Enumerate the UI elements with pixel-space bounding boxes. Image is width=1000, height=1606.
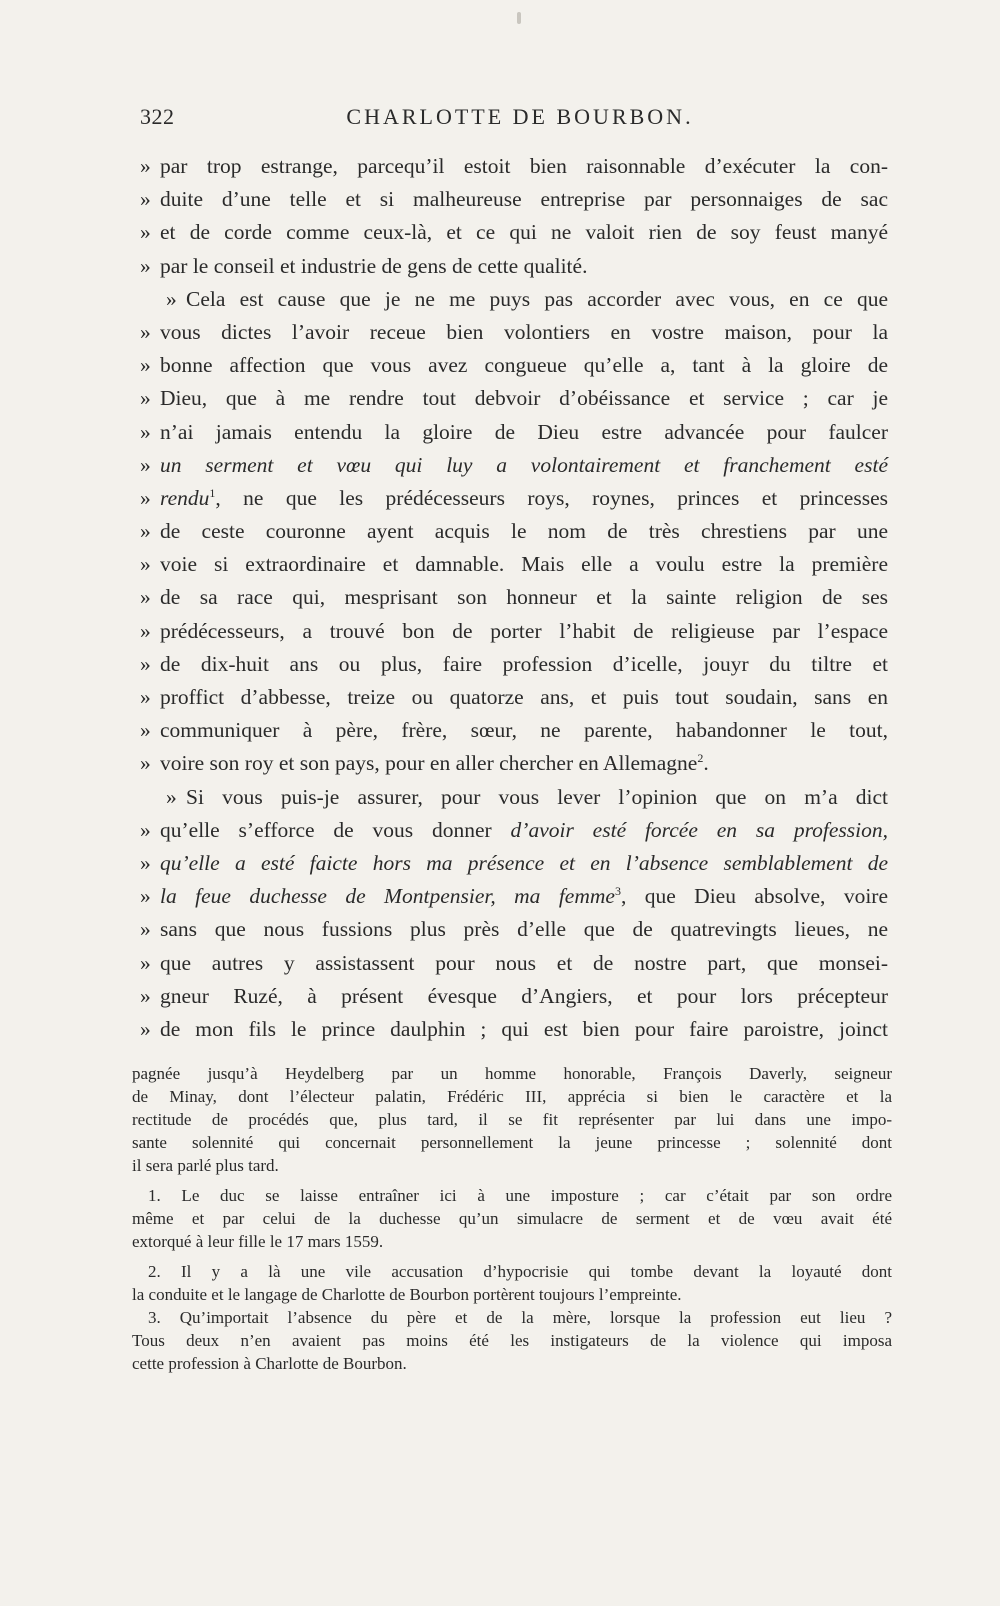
- quote-mark: »: [140, 718, 151, 743]
- text-segment: qu’elle a esté faicte hors ma présence et en l’absence semblablement de: [160, 850, 888, 875]
- text-line: [140, 382, 888, 415]
- footnote-ref[interactable]: 3: [614, 883, 621, 898]
- text-segment: la feue duchesse de Montpensier, ma femme: [160, 884, 615, 909]
- text-segment: prédécesseurs, a trouvé bon de porter l’habit de religieuse par l’espace: [160, 618, 888, 643]
- quote-mark: »: [140, 519, 151, 544]
- text-segment: proffict d’abbesse, treize ou quatorze ans, et puis tout soudain, sans en: [160, 685, 888, 709]
- text-segment: de sa race qui, mesprisant son honneur et la sainte religion de ses: [160, 585, 888, 610]
- footnote-line: extorqué à leur fille le 17 mars 1559.: [132, 1232, 384, 1251]
- footnotes: [132, 1062, 892, 1375]
- text-segment: .: [703, 751, 709, 776]
- quote-mark: »: [140, 651, 151, 676]
- quote-mark: »: [140, 552, 151, 577]
- text-line: [140, 781, 888, 814]
- text-segment: bonne affection que vous avez congueue qu’elle a, tant à la gloire de: [160, 353, 888, 378]
- quote-mark: »: [140, 485, 151, 510]
- text-segment: Cela est cause que je ne me puys pas accorder avec vous, en ce que: [186, 286, 888, 311]
- main-text: [140, 150, 888, 1046]
- footnote-line: 1. Le duc se laisse entraîner ici à une imposture ; car c’était par son ordre: [148, 1186, 892, 1205]
- quote-mark: »: [140, 751, 151, 776]
- text-line: [140, 714, 888, 747]
- text-segment: que autres y assistassent pour nous et de nostre part, que monsei-: [160, 950, 888, 975]
- footnote-line: la conduite et le langage de Charlotte de Bourbon portèrent toujours l’empreinte.: [132, 1285, 682, 1304]
- running-title: CHARLOTTE DE BOURBON.: [346, 104, 694, 129]
- quote-mark: »: [140, 618, 151, 643]
- quote-mark: »: [140, 253, 151, 278]
- text-line: [140, 183, 888, 216]
- text-line: [140, 947, 888, 980]
- quote-mark: »: [140, 154, 151, 178]
- text-segment: rendu: [160, 485, 210, 510]
- footnote-line: pagnée jusqu’à Heydelberg par un homme honorable, François Daverly, seigneur: [132, 1064, 892, 1083]
- quote-mark: »: [166, 286, 177, 311]
- text-segment: communiquer à père, frère, sœur, ne parente, habandonner le tout,: [160, 718, 888, 743]
- text-segment: d’avoir esté forcée en sa profession,: [510, 817, 888, 842]
- text-segment: duite d’une telle et si malheureuse entreprise par personnaiges de sac: [160, 187, 888, 212]
- footnote-line: 2. Il y a là une vile accusation d’hypocrisie qui tombe devant la loyauté dont: [148, 1262, 892, 1281]
- quote-mark: »: [140, 884, 151, 909]
- footnote-line: rectitude de procédés que, plus tard, il se fit représenter par lui dans une impo-: [132, 1110, 892, 1129]
- ink-blot: [517, 12, 521, 24]
- text-line: [140, 482, 888, 515]
- text-segment: , ne que les prédécesseurs roys, roynes, princes et princesses: [215, 485, 888, 510]
- footnote-spacer: [132, 1177, 892, 1184]
- text-line: [140, 349, 888, 382]
- text-segment: sans que nous fussions plus près d’elle que de quatrevingts lieues, ne: [160, 917, 888, 942]
- footnote-spacer: [132, 1253, 892, 1260]
- text-line: [140, 416, 888, 449]
- page-number: 322: [140, 104, 175, 129]
- quote-mark: »: [140, 187, 151, 212]
- page-header: [140, 104, 900, 144]
- quote-mark: »: [140, 917, 151, 942]
- quote-mark: »: [140, 419, 151, 444]
- quote-mark: »: [140, 1016, 151, 1041]
- quote-mark: »: [140, 850, 151, 875]
- quote-mark: »: [140, 319, 151, 344]
- text-line: [140, 880, 888, 913]
- text-segment: voie si extraordinaire et damnable. Mais elle a voulu estre la première: [160, 552, 888, 577]
- text-segment: Dieu, que à me rendre tout debvoir d’obéissance et service ; car je: [160, 386, 888, 411]
- quote-mark: »: [140, 353, 151, 378]
- text-line: [140, 515, 888, 548]
- text-line: [140, 449, 888, 482]
- text-segment: un serment et vœu qui luy a volontairement et franchement esté: [160, 452, 888, 477]
- text-segment: de dix-huit ans ou plus, faire profession d’icelle, jouyr du tiltre et: [160, 651, 888, 676]
- quote-mark: »: [166, 784, 177, 809]
- text-segment: et de corde comme ceux-là, et ce qui ne valoit rien de soy feust manyé: [160, 220, 888, 245]
- text-line: [140, 980, 888, 1013]
- footnote-ref[interactable]: 2: [697, 751, 704, 766]
- text-segment: , que Dieu absolve, voire: [620, 884, 888, 909]
- quote-mark: »: [140, 983, 151, 1008]
- text-segment: par le conseil et industrie de gens de cette qualité.: [160, 253, 588, 278]
- footnote-line: cette profession à Charlotte de Bourbon.: [132, 1354, 407, 1373]
- text-segment: Si vous puis-je assurer, pour vous lever l’opinion que on m’a dict: [186, 784, 888, 809]
- text-line: [140, 681, 888, 714]
- text-line: [140, 581, 888, 614]
- text-segment: gneur Ruzé, à présent évesque d’Angiers, et pour lors précepteur: [160, 983, 888, 1008]
- text-line: [140, 283, 888, 316]
- footnote-ref[interactable]: 1: [209, 485, 216, 500]
- text-segment: de ceste couronne ayent acquis le nom de très chrestiens par une: [160, 519, 888, 544]
- text-segment: vous dictes l’avoir receue bien volontiers en vostre maison, pour la: [160, 319, 888, 344]
- footnote-line: de Minay, dont l’électeur palatin, Frédéric III, apprécia si bien le caractère et la: [132, 1087, 892, 1106]
- quote-mark: »: [140, 585, 151, 610]
- text-segment: n’ai jamais entendu la gloire de Dieu estre advancée pour faulcer: [160, 419, 888, 444]
- text-line: [140, 648, 888, 681]
- text-line: [140, 615, 888, 648]
- footnote-line: 3. Qu’importait l’absence du père et de la mère, lorsque la profession eut lieu ?: [148, 1308, 892, 1327]
- text-segment: voire son roy et son pays, pour en aller chercher en Allemagne: [160, 751, 698, 776]
- text-line: [140, 548, 888, 581]
- quote-mark: »: [140, 817, 151, 842]
- text-line: [140, 847, 888, 880]
- footnote-line: même et par celui de la duchesse qu’un simulacre de serment et de vœu avait été: [132, 1209, 892, 1228]
- text-line: [140, 216, 888, 249]
- text-line: [140, 747, 888, 780]
- quote-mark: »: [140, 452, 151, 477]
- text-segment: qu’elle s’efforce de vous donner: [160, 817, 511, 842]
- text-line: [140, 913, 888, 946]
- text-line: [140, 316, 888, 349]
- text-line: [140, 150, 888, 183]
- quote-mark: »: [140, 386, 151, 411]
- text-line: [140, 250, 888, 283]
- quote-mark: »: [140, 220, 151, 245]
- quote-mark: »: [140, 950, 151, 975]
- text-line: [140, 814, 888, 847]
- footnote-line: Tous deux n’en avaient pas moins été les instigateurs de la violence qui imposa: [132, 1331, 892, 1350]
- text-segment: de mon fils le prince daulphin ; qui est bien pour faire paroistre, joinct: [160, 1016, 888, 1041]
- text-segment: par trop estrange, parcequ’il estoit bien raisonnable d’exécuter la con-: [160, 154, 888, 178]
- footnote-line: sante solennité qui concernait personnellement la jeune princesse ; solennité dont: [132, 1133, 892, 1152]
- quote-mark: »: [140, 685, 151, 709]
- footnote-line: il sera parlé plus tard.: [132, 1156, 279, 1175]
- text-line: [140, 1013, 888, 1046]
